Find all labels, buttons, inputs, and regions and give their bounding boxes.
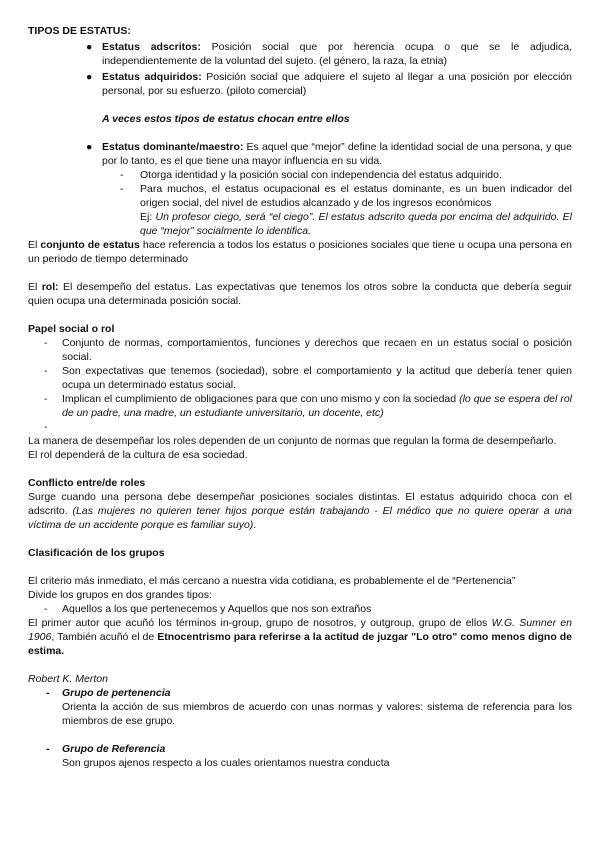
list-item <box>28 336 572 364</box>
dash-icon: - <box>44 337 48 349</box>
group-pertenencia-text: Orienta la acción de sus miembros de acuerdo con unas normas y valores: sistema de referencia para los miembros de ese grupo. <box>62 701 572 727</box>
list-item-text: Conjunto de normas, comportamientos, funciones y derechos que recaen en un estatus social o posición social. <box>62 337 572 363</box>
list-item-adquiridos <box>28 70 572 98</box>
list-item-italic: (lo que se espera del rol de un padre, una madre, un estudiante universitario, un docente, etc) <box>62 393 572 419</box>
definition: hace referencia a todos los estatus o posiciones sociales que tiene u ocupa una persona en un periodo de tiempo determinado <box>28 239 573 265</box>
sub-item-text: Para muchos, el estatus ocupacional es el estatus dominante, es un buen indicador del origen social, del nivel de estudios alcanzado y de los ingresos económicos <box>140 183 572 209</box>
bullet-icon: ● <box>86 141 93 153</box>
section-title-papel: Papel social o rol <box>28 323 115 335</box>
list-item-empty <box>28 420 572 434</box>
group-referencia-text: Son grupos ajenos respecto a los cuales orientamos nuestra conducta <box>62 757 390 769</box>
paragraph-conflicto <box>28 490 572 532</box>
dash-icon: - <box>120 183 124 195</box>
author: W.G. Sumner en 1906 <box>28 617 572 643</box>
paragraph-sumner <box>28 616 572 658</box>
dash-icon: - <box>46 743 50 755</box>
dash-icon: - <box>44 365 48 377</box>
definition: Posición social que por herencia ocupa o que se le adjudica, independientemente de la voluntad del sujeto. (el género, la raza, la etnia) <box>102 41 572 67</box>
group-title: Grupo de pertenencia <box>62 687 171 699</box>
group-pertenencia-title <box>28 686 572 700</box>
term: Estatus dominante/maestro: <box>102 141 244 153</box>
paragraph-criterio: El criterio más inmediato, el más cercano a nuestra vida cotidiana, es probablemente el de “Pertenencia” <box>28 575 516 587</box>
dash-icon: - <box>120 169 124 181</box>
group-referencia-title <box>28 742 572 756</box>
term: rol: <box>41 281 59 293</box>
definition: Es aquel que “mejor” define la identidad social de una persona, y que por lo tanto, es el que tiene una mayor influencia en su vida. <box>102 141 572 167</box>
italic-example: (Las mujeres no quieren tener hijos porque están trabajando - El médico que no quiere operar a una víctima de un accidente porque es familiar suyo) <box>28 505 572 531</box>
sub-item-otorga <box>28 168 572 182</box>
term: Estatus adquiridos: <box>102 71 202 83</box>
list-item <box>28 602 572 616</box>
term: Estatus adscritos: <box>102 41 201 53</box>
definition: Posición social que adquiere el sujeto al llegar a una posición por elección personal, por su esfuerzo. (piloto comercial) <box>102 71 573 97</box>
dash-icon: - <box>44 603 48 615</box>
example-ciego <box>28 210 572 238</box>
bold-text: Etnocentrismo para referirse a la actitud de juzgar "Lo otro" como menos digno de estima. <box>28 631 572 657</box>
end: . <box>253 519 257 531</box>
example-text: Un profesor ciego, será “el ciego”. El estatus adscrito queda por encima del adquirido. El que “mejor” socialmente lo identifica. <box>140 211 572 237</box>
sub-item-text: Otorga identidad y la posición social con independencia del estatus adquirido. <box>140 169 502 181</box>
list-item-dominante <box>28 140 572 168</box>
term: conjunto de estatus <box>40 239 140 251</box>
list-item <box>28 364 572 392</box>
definition: El desempeño del estatus. Las expectativas que tenemos los otros sobre la conducta que debería seguir quien ocupa una determinada posición social. <box>28 281 572 307</box>
bullet-icon: ● <box>86 41 93 53</box>
paragraph-manera: La manera de desempeñar los roles dependen de un conjunto de normas que regulan la forma de desempeñarlo. <box>28 435 557 447</box>
paragraph-divide: Divide los grupos en dos grandes tipos: <box>28 589 212 601</box>
author-merton: Robert K. Merton <box>28 673 108 685</box>
list-item <box>28 392 572 420</box>
prefix: El <box>28 281 42 293</box>
text: Surge cuando una persona debe desempeñar posiciones sociales distintas. El estatus adquirido choca con el adscrito. <box>28 491 572 517</box>
list-item-text: Implican el cumplimiento de obligaciones para que con uno mismo y con la sociedad <box>62 393 460 405</box>
section-title-tipos: TIPOS DE ESTATUS: <box>28 25 131 37</box>
dash-icon: - <box>44 393 48 405</box>
sub-item-ocupacional <box>28 182 572 210</box>
list-item-text: Aquellos a los que pertenecemos y Aquellos que nos son extraños <box>62 603 372 615</box>
dash-icon: - <box>46 687 50 699</box>
group-title: Grupo de Referencia <box>62 743 166 755</box>
prefix: El <box>28 239 41 251</box>
list-item-text: Son expectativas que tenemos (sociedad), sobre el comportamiento y la actitud que debería tener quien ocupa un determinado estatus social. <box>62 365 572 391</box>
section-title-clasificacion: Clasificación de los grupos <box>28 547 165 559</box>
list-item-adscritos <box>28 40 572 68</box>
example-label: Ej: <box>140 211 153 223</box>
bullet-icon: ● <box>86 71 93 83</box>
paragraph-rol <box>28 280 572 308</box>
text: , También acuñó el de <box>51 631 158 643</box>
dash-icon: - <box>44 421 48 433</box>
paragraph-cultura: El rol dependerá de la cultura de esa sociedad. <box>28 449 248 461</box>
section-title-conflicto: Conflicto entre/de roles <box>28 477 146 489</box>
text: El primer autor que acuñó los términos in-group, grupo de nosotros, y outgroup, grupo de ellos <box>28 617 492 629</box>
note-choque: A veces estos tipos de estatus chocan entre ellos <box>102 113 350 125</box>
paragraph-conjunto <box>28 238 572 266</box>
